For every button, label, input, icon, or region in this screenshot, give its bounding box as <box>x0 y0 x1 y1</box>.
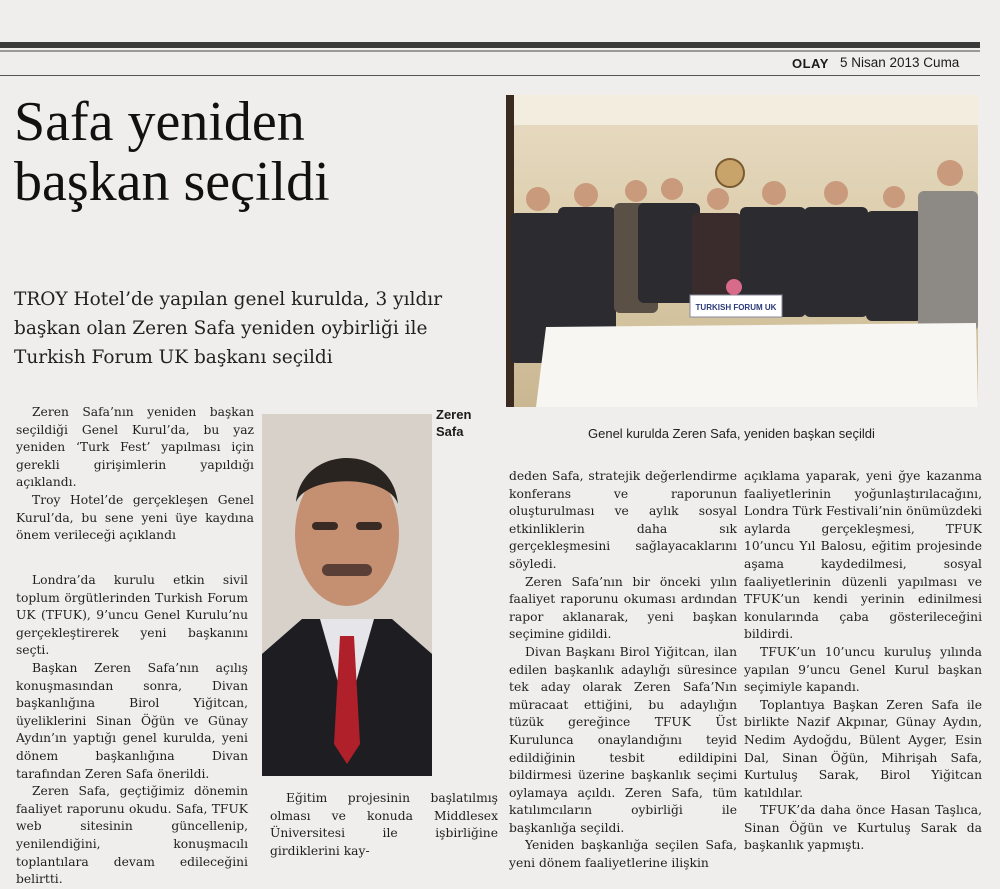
paragraph: TFUK’un 10’uncu kuruluş yılında yapılan 9’uncu Genel Kurul başkan seçimiyle kapandı. <box>744 644 982 695</box>
publication-date: 5 Nisan 2013 Cuma <box>840 55 960 70</box>
portrait-illustration <box>262 414 432 776</box>
portrait-name-line-1: Zeren <box>436 407 472 422</box>
group-photo-illustration <box>506 95 978 407</box>
portrait-name <box>436 406 471 440</box>
article-headline <box>14 92 494 212</box>
header-thin-rule <box>0 50 980 52</box>
header-thick-rule <box>0 42 980 48</box>
banner-text: TURKISH FORUM UK <box>695 303 777 312</box>
paragraph: Yeniden başkanlığa seçilen Safa, yeni dönem faaliyetlerine ilişkin <box>509 838 737 871</box>
paragraph: Divan Başkanı Birol Yiğitcan, ilan edilen başkanlık adaylığı süresince tek aday olarak Zeren Safa’Nın müracaat ettiğini, bu adaylığın tüzük gereğince TFUK Üst Kurulunca onaylandığını teyid edildiğinin tesbit edildipini bildirmesi üzerine başkanlık seçimi oylamaya açıldı. Zeren Safa, tüm katılımcıların oybirliği ile başkanlığa seçildi. <box>509 644 737 835</box>
paragraph: Londra’da kurulu etkin sivil toplum örgütlerinden Turkish Forum UK (TFUK), 9’uncu Genel Kurulu’nu gerçekleştirerek yeni başkanını seçti. <box>16 573 248 658</box>
section-label: OLAY <box>792 56 829 71</box>
header-divider <box>0 75 980 76</box>
paragraph: Başkan Zeren Safa’nın açılış konuşmasından sonra, Divan başkanlığına Birol Yiğitcan, üyeliklerini Sinan Öğün ve Günay Aydın’ın yaptığı genel kurulda, yeni dönem başkanlığına Divan tarafından Zeren Safa önerildi. <box>16 660 248 781</box>
paragraph: deden Safa, stratejik değerlendirme konferans ve raporunun oluşturulması ve aylık sosyal etkinliklerin daha sık gerçekleşmesini sağlayacaklarını söyledi. <box>509 469 737 571</box>
paragraph: açıklama yaparak, yeni ğye kazanma faaliyetlerinin yoğunlaştırılacağını, Londra Türk Festivali’nin önümüzdeki aylarda gerçekleşmesi, TFUK 10’uncu Yıl Balosu, eğitim projesinde aşama kaydedilmesi, sosyal faaliyetlerinin düzenli yapılması ve TFUK’un kendi yerinin edinilmesi konularında çaba gösterileceğini bildirdi. <box>744 469 982 642</box>
portrait-name-line-2: Safa <box>436 424 464 439</box>
paragraph: Toplantıya Başkan Zeren Safa ile birlikte Nazif Akpınar, Günay Aydın, Nedim Aydoğdu, Bülent Ayger, Esin Dal, Sinan Öğün, Mihrişah Safa, Kurtuluş Sarak, Birol Yiğitcan katıldılar. <box>744 697 982 800</box>
article-column-2 <box>509 468 737 873</box>
group-photo <box>506 95 978 407</box>
headline-line-2: başkan seçildi <box>14 151 330 213</box>
paragraph: Troy Hotel’de gerçekleşen Genel Kurul’da, bu sene yeni üye kaydına önem verileceği açıklandı <box>16 492 254 543</box>
paragraph: Eğitim projesinin başlatılmış olması ve konuda Middlesex Üniversitesi ile işbirliğine girdiklerini kay- <box>270 791 498 858</box>
article-column-1-top <box>16 404 254 545</box>
portrait-photo <box>262 414 432 776</box>
photo-caption: Genel kurulda Zeren Safa, yeniden başkan seçildi <box>588 426 875 441</box>
article-subhead: TROY Hotel’de yapılan genel kurulda, 3 yıldır başkan olan Zeren Safa yeniden oybirliği ile Turkish Forum UK başkanı seçildi <box>14 289 443 368</box>
article-column-1-bottom <box>16 572 248 889</box>
paragraph: Zeren Safa’nın yeniden başkan seçildiği Genel Kurul’da, bu yaz yeniden ‘Turk Fest’ yapılması için gerekli girişimlerin yapıldığı açıklandı. <box>16 405 254 490</box>
article-column-3 <box>744 468 982 855</box>
paragraph: Zeren Safa, geçtiğimiz dönemin faaliyet raporunu okudu. Safa, TFUK web sitesinin güncellenip, yenilendiğini, konuşmacılı toplantılara devam edileceğini belirtti. <box>16 784 248 887</box>
paragraph: Zeren Safa’nın bir önceki yılın faaliyet raporunu okuması ardından rapor aklanarak, yeni başkan seçimine gidildi. <box>509 574 737 642</box>
paragraph: TFUK’da daha önce Hasan Taşlıca, Sinan Öğün ve Kurtuluş Sarak da başkanlık yapmıştı. <box>744 803 982 853</box>
headline-line-1: Safa yeniden <box>14 91 305 153</box>
